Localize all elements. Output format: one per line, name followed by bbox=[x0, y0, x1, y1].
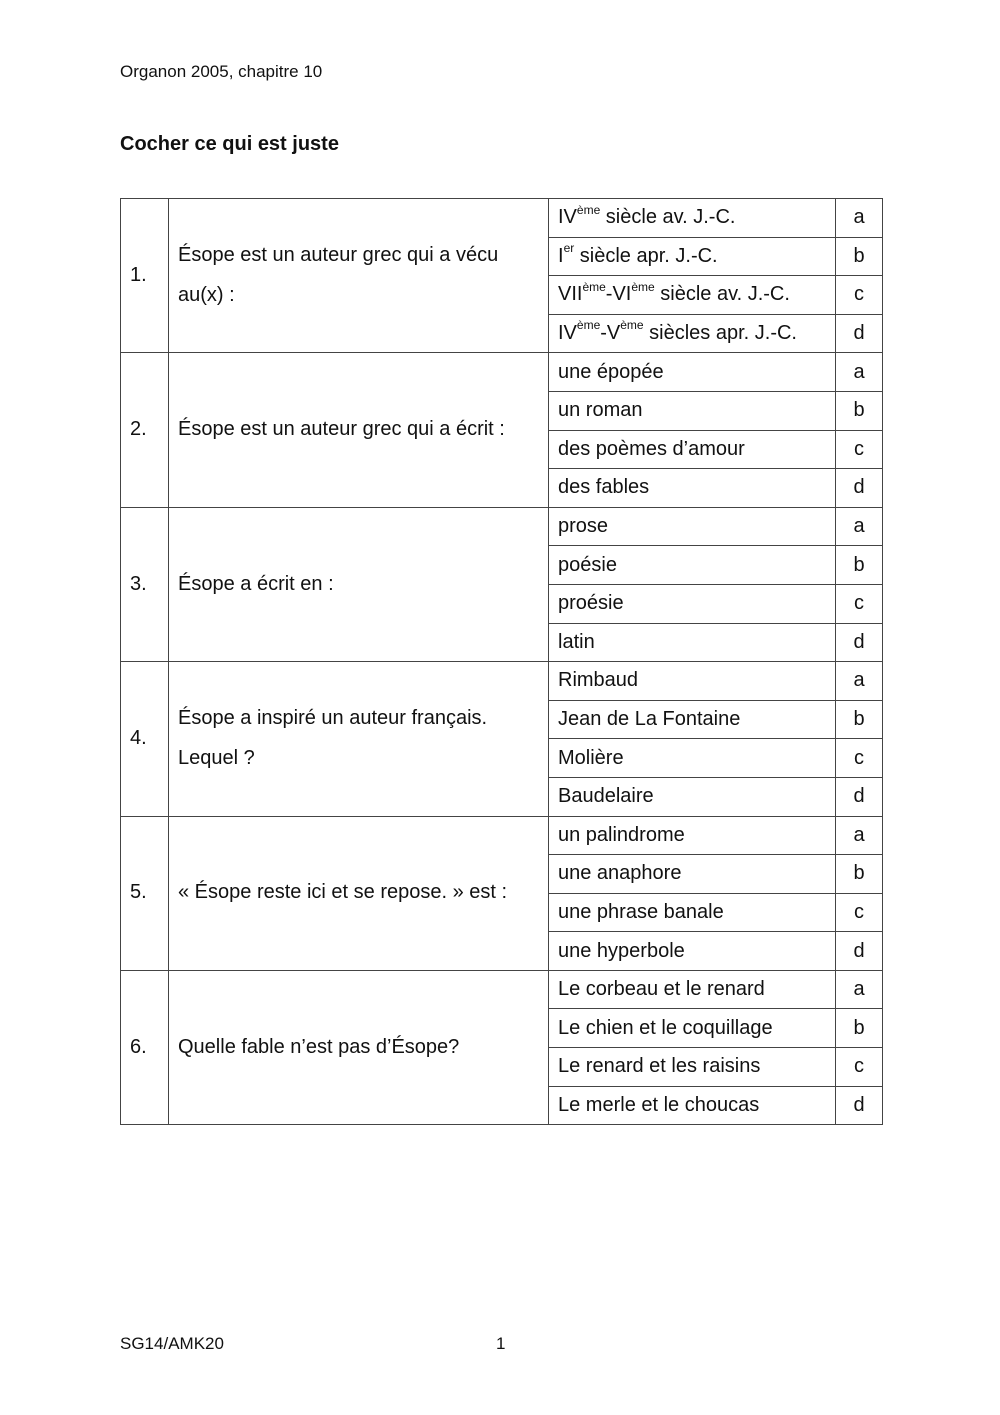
option-text: siècle av. J.-C. bbox=[654, 283, 790, 306]
option-superscript: ème bbox=[576, 202, 601, 217]
question-number: 6. bbox=[121, 970, 169, 1124]
answer-letter[interactable]: a bbox=[836, 970, 883, 1009]
option-text: Le renard et les raisins bbox=[558, 1055, 761, 1078]
question-text: Ésope est un auteur grec qui a écrit : bbox=[169, 353, 549, 507]
table-row bbox=[121, 199, 883, 238]
option-superscript: er bbox=[563, 241, 575, 256]
answer-option[interactable] bbox=[549, 816, 836, 855]
option-text: siècle apr. J.-C. bbox=[574, 244, 718, 267]
answer-letter[interactable]: a bbox=[836, 199, 883, 238]
option-text: une épopée bbox=[558, 360, 664, 383]
option-text: Le merle et le choucas bbox=[558, 1093, 760, 1116]
option-text: latin bbox=[558, 630, 595, 653]
option-text: prose bbox=[558, 515, 609, 538]
question-number: 5. bbox=[121, 816, 169, 970]
answer-option[interactable] bbox=[549, 893, 836, 932]
answer-option[interactable] bbox=[549, 507, 836, 546]
option-text: Baudelaire bbox=[558, 785, 654, 808]
option-text: -V bbox=[600, 322, 621, 345]
answer-letter[interactable]: c bbox=[836, 739, 883, 778]
answer-option[interactable] bbox=[549, 584, 836, 623]
answer-letter[interactable]: a bbox=[836, 507, 883, 546]
page-title: Cocher ce qui est juste bbox=[120, 133, 339, 155]
quiz-table-body bbox=[121, 199, 883, 1125]
option-text: des poèmes d’amour bbox=[558, 437, 745, 460]
question-text: « Ésope reste ici et se repose. » est : bbox=[169, 816, 549, 970]
answer-letter[interactable]: d bbox=[836, 777, 883, 816]
answer-option[interactable] bbox=[549, 932, 836, 971]
answer-option[interactable] bbox=[549, 237, 836, 276]
table-row bbox=[121, 816, 883, 855]
answer-option[interactable] bbox=[549, 353, 836, 392]
option-text: siècles apr. J.-C. bbox=[643, 322, 797, 345]
answer-letter[interactable]: c bbox=[836, 584, 883, 623]
option-text: Molière bbox=[558, 746, 624, 769]
answer-letter[interactable]: c bbox=[836, 893, 883, 932]
option-superscript: ème bbox=[576, 318, 601, 333]
option-text: une phrase banale bbox=[558, 900, 724, 923]
option-text: Le corbeau et le renard bbox=[558, 978, 765, 1001]
option-text: Le chien et le coquillage bbox=[558, 1016, 773, 1039]
quiz-table bbox=[120, 198, 883, 1125]
question-text: Ésope a inspiré un auteur français. Lequel ? bbox=[169, 662, 549, 816]
answer-letter[interactable]: a bbox=[836, 816, 883, 855]
question-number: 2. bbox=[121, 353, 169, 507]
option-text: Rimbaud bbox=[558, 669, 639, 692]
document-header: Organon 2005, chapitre 10 bbox=[120, 62, 323, 81]
option-text: un palindrome bbox=[558, 823, 685, 846]
option-text: -VI bbox=[605, 283, 632, 306]
option-text: une hyperbole bbox=[558, 939, 685, 962]
option-text: I bbox=[558, 244, 564, 267]
question-text: Ésope est un auteur grec qui a vécu au(x) : bbox=[169, 199, 549, 353]
answer-option[interactable] bbox=[549, 469, 836, 508]
answer-letter[interactable]: b bbox=[836, 237, 883, 276]
answer-letter[interactable]: a bbox=[836, 662, 883, 701]
answer-option[interactable] bbox=[549, 314, 836, 353]
option-text: une anaphore bbox=[558, 862, 682, 885]
answer-letter[interactable]: c bbox=[836, 1048, 883, 1087]
answer-letter[interactable]: d bbox=[836, 1086, 883, 1125]
answer-option[interactable] bbox=[549, 970, 836, 1009]
answer-option[interactable] bbox=[549, 1009, 836, 1048]
answer-option[interactable] bbox=[549, 700, 836, 739]
answer-letter[interactable]: c bbox=[836, 276, 883, 315]
answer-letter[interactable]: c bbox=[836, 430, 883, 469]
answer-letter[interactable]: b bbox=[836, 855, 883, 894]
option-superscript: ème bbox=[631, 279, 655, 294]
table-row bbox=[121, 353, 883, 392]
answer-option[interactable] bbox=[549, 739, 836, 778]
question-text: Ésope a écrit en : bbox=[169, 507, 549, 661]
answer-option[interactable] bbox=[549, 391, 836, 430]
answer-letter[interactable]: b bbox=[836, 391, 883, 430]
answer-option[interactable] bbox=[549, 199, 836, 238]
table-row bbox=[121, 507, 883, 546]
answer-letter[interactable]: d bbox=[836, 932, 883, 971]
option-text: siècle av. J.-C. bbox=[600, 206, 736, 229]
answer-letter[interactable]: d bbox=[836, 623, 883, 662]
table-row bbox=[121, 970, 883, 1009]
answer-option[interactable] bbox=[549, 777, 836, 816]
question-text: Quelle fable n’est pas d’Ésope? bbox=[169, 970, 549, 1124]
option-text: VII bbox=[558, 283, 583, 306]
answer-option[interactable] bbox=[549, 1048, 836, 1087]
answer-option[interactable] bbox=[549, 276, 836, 315]
option-superscript: ème bbox=[582, 279, 606, 294]
question-number: 4. bbox=[121, 662, 169, 816]
question-number: 3. bbox=[121, 507, 169, 661]
page-number: 1 bbox=[496, 1334, 506, 1353]
answer-letter[interactable]: b bbox=[836, 546, 883, 585]
option-text: IV bbox=[558, 206, 577, 229]
answer-option[interactable] bbox=[549, 855, 836, 894]
answer-option[interactable] bbox=[549, 623, 836, 662]
option-text: Jean de La Fontaine bbox=[558, 708, 741, 731]
answer-letter[interactable]: a bbox=[836, 353, 883, 392]
answer-letter[interactable]: b bbox=[836, 1009, 883, 1048]
option-text: des fables bbox=[558, 476, 650, 499]
option-text: proésie bbox=[558, 592, 624, 615]
footer-code: SG14/AMK20 bbox=[120, 1334, 224, 1353]
option-text: un roman bbox=[558, 399, 643, 422]
table-row bbox=[121, 662, 883, 701]
answer-letter[interactable]: d bbox=[836, 314, 883, 353]
answer-letter[interactable]: b bbox=[836, 700, 883, 739]
answer-letter[interactable]: d bbox=[836, 469, 883, 508]
option-text: IV bbox=[558, 322, 577, 345]
option-text: poésie bbox=[558, 553, 617, 576]
answer-option[interactable] bbox=[549, 546, 836, 585]
answer-option[interactable] bbox=[549, 430, 836, 469]
answer-option[interactable] bbox=[549, 662, 836, 701]
option-superscript: ème bbox=[620, 318, 644, 333]
answer-option[interactable] bbox=[549, 1086, 836, 1125]
question-number: 1. bbox=[121, 199, 169, 353]
